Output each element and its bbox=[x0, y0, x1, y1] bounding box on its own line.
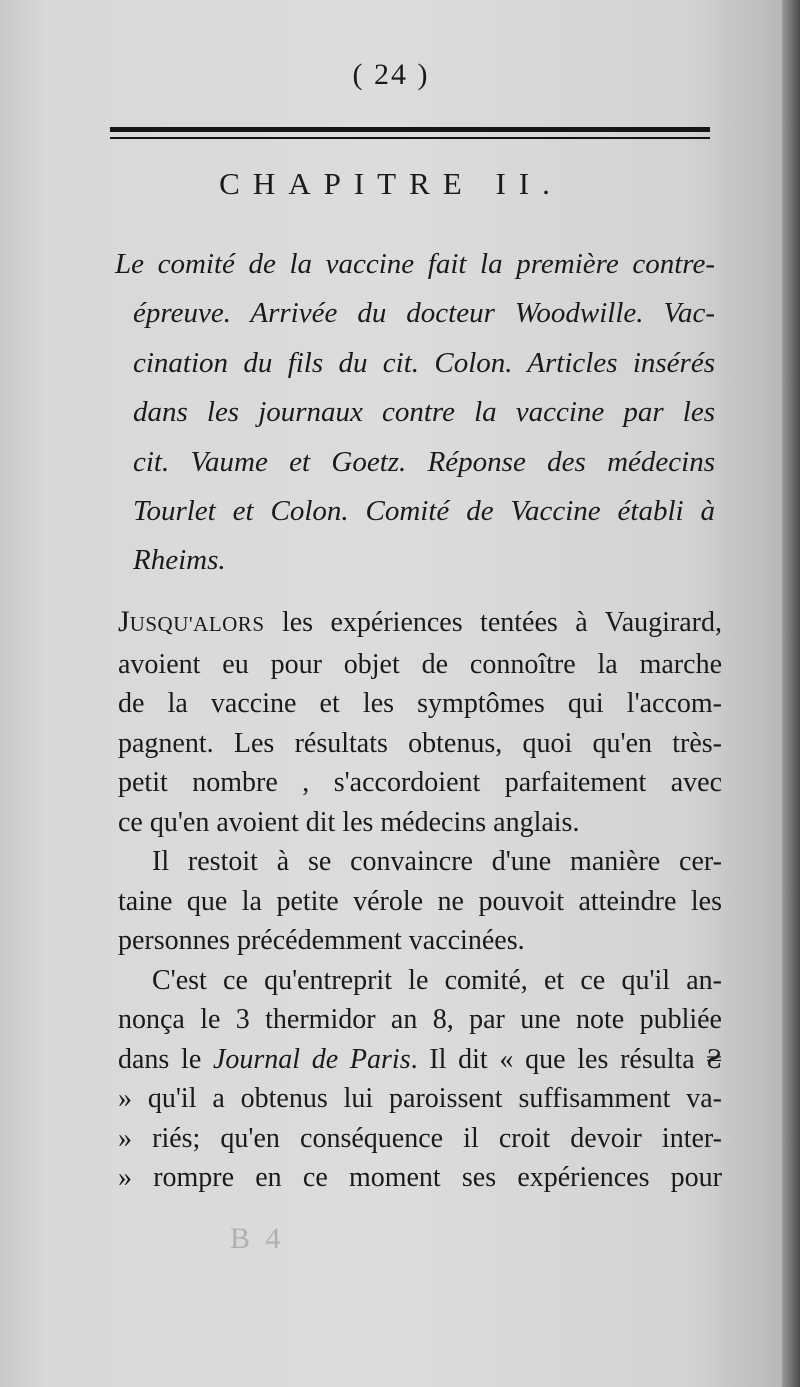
body-line-text: les expériences tentées à Vaugirard, bbox=[264, 607, 722, 638]
summary-line: Le comité de la vaccine fait la première contre- bbox=[115, 248, 715, 280]
page-edge-shadow bbox=[782, 0, 800, 1387]
body-line: nonça le 3 thermidor an 8, par une note publiée bbox=[118, 1004, 722, 1035]
signature-mark: B 4 bbox=[230, 1222, 285, 1255]
body-line: personnes précédemment vaccinées. bbox=[118, 925, 525, 956]
summary-line: dans les journaux contre la vaccine par les bbox=[133, 396, 715, 429]
body-line: pagnent. Les résultats obtenus, quoi qu'en très- bbox=[118, 727, 722, 759]
summary-line: cination du fils du cit. Colon. Articles insérés bbox=[133, 346, 715, 379]
summary-line: Tourlet et Colon. Comité de Vaccine établi à bbox=[133, 495, 715, 528]
body-line: taine que la petite vérole ne pouvoit atteindre les bbox=[118, 885, 722, 917]
body-line bbox=[118, 1040, 722, 1080]
header-rule-thin bbox=[110, 137, 710, 139]
body-line: » riés; qu'en conséquence il croit devoir inter- bbox=[118, 1122, 722, 1154]
body-line: de la vaccine et les symptômes qui l'accom- bbox=[118, 688, 722, 719]
chapter-title: CHAPITRE II. bbox=[219, 166, 563, 201]
page-number: ( 24 ) bbox=[352, 58, 430, 91]
summary-line: Rheims. bbox=[133, 544, 226, 577]
drop-letter: J bbox=[118, 605, 130, 638]
chapter-summary bbox=[115, 240, 715, 586]
body-text bbox=[118, 602, 722, 1198]
small-caps-lead: USQU'ALORS bbox=[129, 612, 265, 636]
journal-title: Journal de Paris bbox=[212, 1043, 411, 1075]
body-line: » rompre en ce moment ses expériences pour bbox=[118, 1162, 722, 1193]
body-line: avoient eu pour objet de connoître la marche bbox=[118, 648, 722, 680]
summary-line: cit. Vaume et Goetz. Réponse des médecins bbox=[133, 445, 715, 478]
body-line-text: . Il dit « que les résulta ₴ bbox=[410, 1043, 723, 1075]
body-line: petit nombre , s'accordoient parfaitement avec bbox=[118, 767, 722, 798]
body-line: ce qu'en avoient dit les médecins anglais. bbox=[118, 806, 580, 838]
body-line: » qu'il a obtenus lui paroissent suffisamment va- bbox=[118, 1083, 722, 1114]
body-line-text: dans le bbox=[118, 1043, 213, 1075]
body-line: C'est ce qu'entreprit le comité, et ce qu'il an- bbox=[152, 964, 722, 996]
body-line bbox=[118, 602, 722, 645]
summary-line: épreuve. Arrivée du docteur Woodwille. Vac- bbox=[133, 297, 715, 330]
header-rule-thick bbox=[110, 127, 710, 132]
body-line: Il restoit à se convaincre d'une manière cer- bbox=[152, 846, 722, 877]
